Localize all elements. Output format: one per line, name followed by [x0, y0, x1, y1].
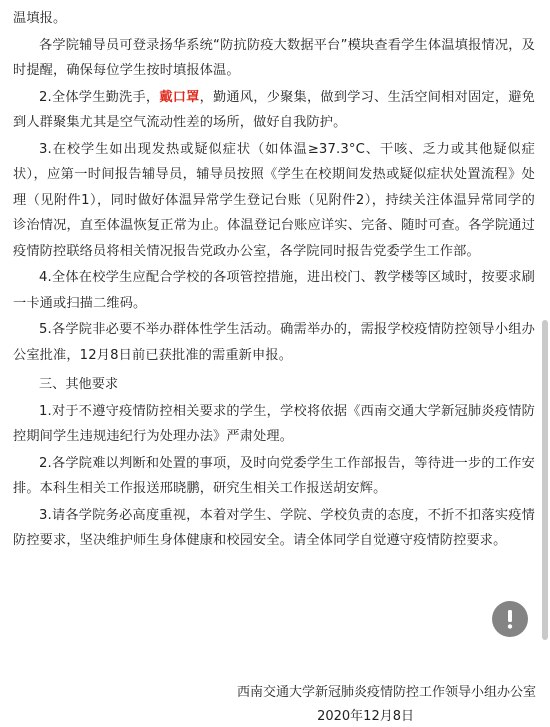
paragraph-escalation: 2.各学院难以判断和处置的事项，及时向党委学生工作部报告，等待进一步的工作安排。本科生相关工作报送邢晓鹏，研究生相关工作报送胡安辉。 [13, 455, 535, 496]
hygiene-text-end: ，勤通风，少聚集，做到学习、生活空间相对固定，避免到人群聚集尤其是空气流动性差的场所，做好自我防护。 [13, 89, 535, 130]
paragraph-fever-reporting: 3.在校学生如出现发热或疑似症状（如体温≥37.3°C、干咳、乏力或其他疑似症状），应第一时间报告辅导员，辅导员按照《学生在校期间发热或疑似症状处置流程》处理（见附件1），同时做好体温异常学生登记台账（见附件2），持续关注体温异常同学的诊治情况，直至体温恢复正常为止。体温登记台账应详实、完备、随时可查。各学院通过疫情防控联络员将相关情况报告党政办公室，各学院同时报告党委学生工作部。 [13, 141, 535, 259]
paragraph-campus-control: 4.全体在校学生应配合学校的各项管控措施，进出校门、教学楼等区域时，按要求刷一卡通或扫描二维码。 [13, 270, 535, 311]
mask-highlight: 戴口罩 [159, 89, 200, 105]
hygiene-text-start: 2.全体学生勤洗手， [39, 89, 160, 105]
paragraph-counselor-check: 各学院辅导员可登录扬华系统“防抗防疫大数据平台”模块查看学生体温填报情况，及时提醒，确保每位学生按时填报体温。 [13, 37, 535, 78]
floating-action-button[interactable] [492, 601, 528, 637]
paragraph-violations: 1.对于不遵守疫情防控相关要求的学生，学校将依据《西南交通大学新冠肺炎疫情防控期间学生违规违纪行为处理办法》严肃处理。 [13, 403, 535, 444]
scrollbar-thumb[interactable] [542, 320, 548, 640]
paragraph-responsibility: 3.请各学院务必高度重视，本着对学生、学院、学校负责的态度，不折不扣落实疫情防控要求，坚决维护师生身体健康和校园安全。请全体同学自觉遵守疫情防控要求。 [13, 507, 535, 548]
document-body [13, 6, 535, 555]
info-icon [503, 608, 517, 630]
paragraph-group-activities: 5.各学院非必要不举办群体性学生活动。确需举办的，需报学校疫情防控领导小组办公室批准，12月8日前已获批准的需重新申报。 [13, 322, 535, 363]
paragraph-continuation: 温填报。 [13, 11, 67, 26]
signature-office: 西南交通大学新冠肺炎疫情防控工作领导小组办公室 [236, 685, 536, 700]
signature-date: 2020年12月8日 [317, 709, 414, 724]
section-title-other-requirements: 三、其他要求 [39, 377, 119, 392]
paragraph-hygiene [13, 85, 535, 136]
